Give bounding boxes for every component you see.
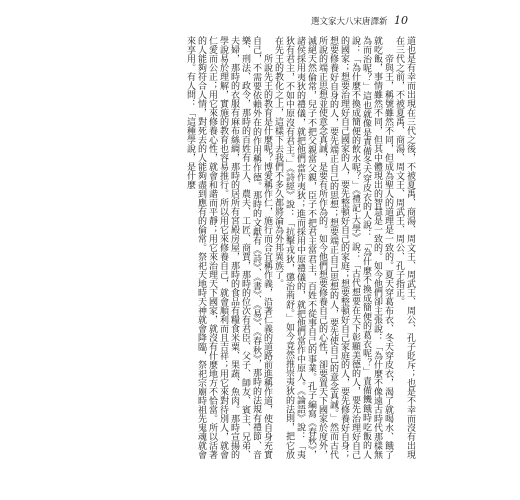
running-title: 選文家大八宋唐譯新 (311, 17, 388, 27)
body-text (184, 36, 415, 459)
paragraph-continued: 道也是有幸而出現在三代之後，不被夏禹、商湯、周文王、周武王、周公、孔子貶斥；也是不幸而沒有出現在三代之前，不被夏禹、商湯、周文王、周武王、周公、孔子指正。 (394, 36, 415, 459)
page-number: 10 (394, 14, 408, 27)
paragraph: 帝與王，稱號雖然不同，但成為聖人的道理是一致的。夏天穿葛布衣、冬天穿皮衣，渴了就喝水、餓了就吃飯，事情雖然不同，但其中體現出的智慧是一致的。如今他們卻主張說：「為什麼不像遠古時代那樣無為而治呢？」這也就像是責備冬天穿皮衣的人說：「為什麼不換成簡便的葛衣呢？」責備饑餓時吃飯的人說：「為什麼不換成簡便的飲水呢？」《禮記·大學》說：「古代想要在天下彰顯美德的人，要先治理好自己的國家；想要治理好自己國家的人，要先整頓好自己的家庭；想要整頓好自己家庭的人，要先修養好自身；想要修養好自身的人，要先端正自己的思想；想要端正自己思想的人，要先使自己的意念真誠。」然而古代所說的端正思想並使意念真誠，是要有所作為的。如今他們想要修養自己的心性，卻要置天下國家於度外，滅絕天然倫常，兒子不把父親當父親，臣子不把君主當君主，百姓不從事自己的事業。孔子編寫《春秋》，諸侯採用夷狄的禮儀，就把他們當作夷狄；進而採用中原禮儀的，就把他們當作中原人。《論語》說：「夷狄有君主，不如中原沒有君主。」《詩經》說：「抗擊戎狄，懲治荊舒。」如今竟然推崇夷狄的法則，把它放在先王的教化之上，這樣下去我們不多久都將淪為外邦異族了。 (273, 36, 393, 459)
paragraph: 所說先王的教育是什麼呢？博愛稱作仁，施行而合宜稱作義，沿著仁義的道路前進稱作道，使自身充實自己，不需要依賴外在的作用稱作德。那時的文獻有《詩》、《書》、《易》、《春秋》，那時的法規有禮節、音樂、刑法、政令，那時的百姓有士人、農夫、工匠、商賈，那時的位次有君臣、父子、師友、賓主、兄弟、夫婦，那時的衣服有麻布絲綢，那時的居所有宮殿房屋，那時的食品有糧食米粟、果蔬、魚肉。那時宣揚的學說易於理解，實施的教育也容易推行。所以用它來修養自己，就會順利而且吉祥；用它來對待別人，就會仁愛而公正；用它來修養心性，就會和諧而平靜；用它來治理天下國家，就沒有什麼地方不恰當。所以活著的人能夠符合人情，對死去的人能夠盡到應有的倫常。祭祀天地時天神就會降臨，祭祀宗廟時祖先鬼魂就會來享用。有人問：「這種學說，是什麼 (185, 36, 272, 459)
